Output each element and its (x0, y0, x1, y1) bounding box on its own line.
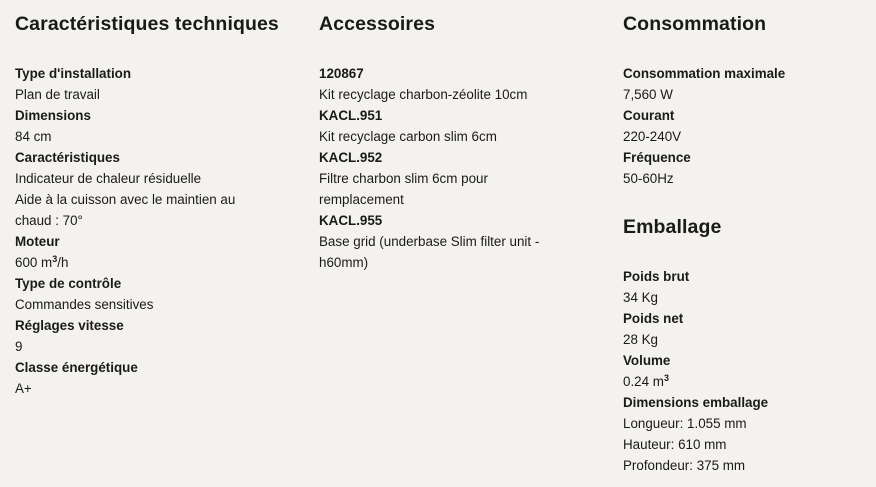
accessory-description: Base grid (underbase Slim filter unit - h60mm) (319, 234, 540, 270)
spec-value (15, 252, 295, 273)
spec-value: 220-240V (623, 129, 682, 144)
spec-label: Volume (623, 353, 671, 368)
spec-value: Longueur: 1.055 mm (623, 416, 747, 431)
section-title-technical: Caractéristiques techniques (15, 13, 279, 35)
spec-label: Classe énergétique (15, 360, 138, 375)
superscript: 3 (663, 373, 669, 383)
spec-list-consumption (623, 63, 863, 189)
spec-volume (623, 350, 863, 392)
accessory-code: 120867 (319, 66, 364, 81)
spec-label: Réglages vitesse (15, 318, 124, 333)
spec-label: Type de contrôle (15, 276, 122, 291)
column-technical (15, 12, 295, 399)
spec-list-accessories (319, 63, 589, 273)
spec-label: Dimensions emballage (623, 395, 769, 410)
section-title-packaging: Emballage (623, 216, 722, 238)
accessory-code: KACL.951 (319, 108, 383, 123)
spec-control-type (15, 273, 295, 315)
spec-package-dimensions (623, 392, 863, 476)
spec-net-weight (623, 308, 863, 350)
spec-dimensions (15, 105, 295, 147)
column-accessories (319, 12, 589, 273)
accessory-description: Filtre charbon slim 6cm pour remplacement (319, 171, 488, 207)
superscript: 3 (52, 254, 58, 264)
spec-label: Courant (623, 108, 675, 123)
spec-label: Consommation maximale (623, 66, 786, 81)
spec-gross-weight (623, 266, 863, 308)
accessory-code: KACL.952 (319, 150, 383, 165)
spec-value: Hauteur: 610 mm (623, 437, 727, 452)
section-title-consumption: Consommation (623, 13, 767, 35)
spec-value (623, 371, 863, 392)
spec-motor (15, 231, 295, 273)
spec-value: Plan de travail (15, 87, 100, 102)
spec-list-technical (15, 63, 295, 399)
spec-characteristics (15, 147, 295, 231)
spec-value: 7,560 W (623, 87, 673, 102)
spec-label: Poids net (623, 311, 684, 326)
spec-value: A+ (15, 381, 32, 396)
spec-label: Dimensions (15, 108, 91, 123)
value-text: 600 m (15, 255, 53, 270)
spec-value: Aide à la cuisson avec le maintien au chaud : 70° (15, 192, 236, 228)
spec-installation-type (15, 63, 295, 105)
spec-label: Poids brut (623, 269, 690, 284)
value-text: /h (57, 255, 69, 270)
column-consumption (623, 12, 863, 476)
accessory-description: Kit recyclage charbon-zéolite 10cm (319, 87, 528, 102)
spec-list-packaging (623, 266, 863, 476)
spec-label: Fréquence (623, 150, 691, 165)
section-title-accessories: Accessoires (319, 13, 436, 35)
accessory-item (319, 210, 589, 273)
spec-value: 9 (15, 339, 23, 354)
spec-value: 28 Kg (623, 332, 658, 347)
accessory-code: KACL.955 (319, 213, 383, 228)
spec-value: Profondeur: 375 mm (623, 458, 746, 473)
spec-frequency (623, 147, 863, 189)
accessory-item (319, 105, 589, 147)
accessory-description: Kit recyclage carbon slim 6cm (319, 129, 497, 144)
spec-energy-class (15, 357, 295, 399)
accessory-item (319, 63, 589, 105)
spec-value: 34 Kg (623, 290, 658, 305)
value-text: 0.24 m (623, 374, 664, 389)
spec-max-consumption (623, 63, 863, 105)
spec-label: Caractéristiques (15, 150, 120, 165)
spec-value: Indicateur de chaleur résiduelle (15, 171, 202, 186)
spec-value: 50-60Hz (623, 171, 674, 186)
spec-current (623, 105, 863, 147)
spec-value: Commandes sensitives (15, 297, 154, 312)
spec-speed-settings (15, 315, 295, 357)
spec-label: Moteur (15, 234, 60, 249)
section-packaging (623, 215, 863, 476)
accessory-item (319, 147, 589, 210)
spec-value: 84 cm (15, 129, 52, 144)
spec-label: Type d'installation (15, 66, 132, 81)
